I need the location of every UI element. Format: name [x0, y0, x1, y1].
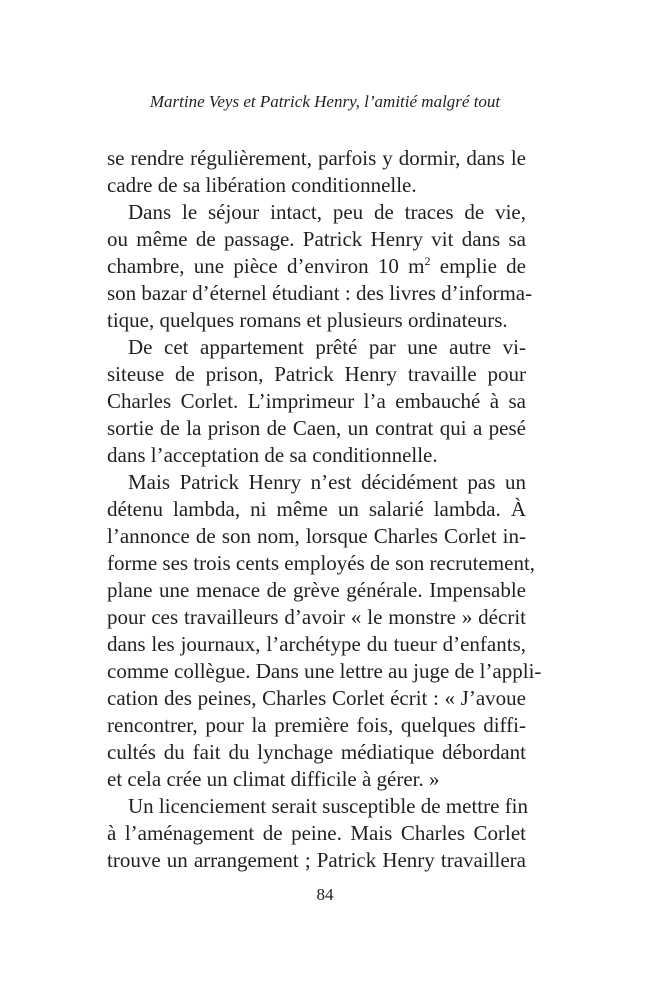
text-line: Charles Corlet. L’imprimeur l’a embauché à sa [107, 389, 526, 413]
text-line: pour ces travailleurs d’avoir « le monstre » décrit [107, 605, 526, 629]
text-line: tique, quelques romans et plusieurs ordinateurs. [107, 308, 508, 332]
text-line: et cela crée un climat difficile à gérer. » [107, 767, 440, 791]
text-line: cation des peines, Charles Corlet écrit : « J’avoue [107, 686, 526, 710]
text-line: chambre, une pièce d’environ 10 $m^2$ emplie de [107, 254, 526, 278]
text-line: trouve un arrangement ; Patrick Henry travaillera [107, 848, 526, 872]
text-line: se rendre régulièrement, parfois y dormir, dans le [107, 146, 526, 170]
text-line: Un licenciement serait susceptible de mettre fin [128, 794, 529, 818]
text-line: sortie de la prison de Caen, un contrat qui a pesé [107, 416, 526, 440]
text-line: à l’aménagement de peine. Mais Charles Corlet [107, 821, 526, 845]
text-line: dans l’acceptation de sa conditionnelle. [107, 443, 438, 467]
text-line: forme ses trois cents employés de son recrutement, [107, 551, 536, 575]
text-line: ou même de passage. Patrick Henry vit dans sa [107, 227, 526, 251]
running-head: Martine Veys et Patrick Henry, l’amitié malgré tout [149, 92, 501, 111]
text-line: Mais Patrick Henry n’est décidément pas un [128, 470, 526, 494]
text-line: l’annonce de son nom, lorsque Charles Corlet in- [107, 524, 526, 548]
page-number: 84 [316, 885, 334, 904]
text-line: cultés du fait du lynchage médiatique débordant [107, 740, 526, 764]
text-line: son bazar d’éternel étudiant : des livres d’informa- [107, 281, 533, 305]
text-line: comme collègue. Dans une lettre au juge de l’appli- [107, 659, 542, 683]
text-line: De cet appartement prêté par une autre vi- [128, 335, 526, 359]
text-line: détenu lambda, ni même un salarié lambda. À [107, 497, 526, 521]
text-line: rencontrer, pour la première fois, quelques diffi- [107, 713, 526, 737]
text-line: dans les journaux, l’archétype du tueur d’enfants, [107, 632, 526, 656]
superscript: 2 [424, 254, 431, 268]
text-line: cadre de sa libération conditionnelle. [107, 173, 417, 197]
text-line: plane une menace de grève générale. Impensable [107, 578, 526, 602]
text-line: Dans le séjour intact, peu de traces de vie, [128, 200, 526, 224]
body-text [107, 145, 542, 874]
text-line: siteuse de prison, Patrick Henry travaille pour [107, 362, 526, 386]
